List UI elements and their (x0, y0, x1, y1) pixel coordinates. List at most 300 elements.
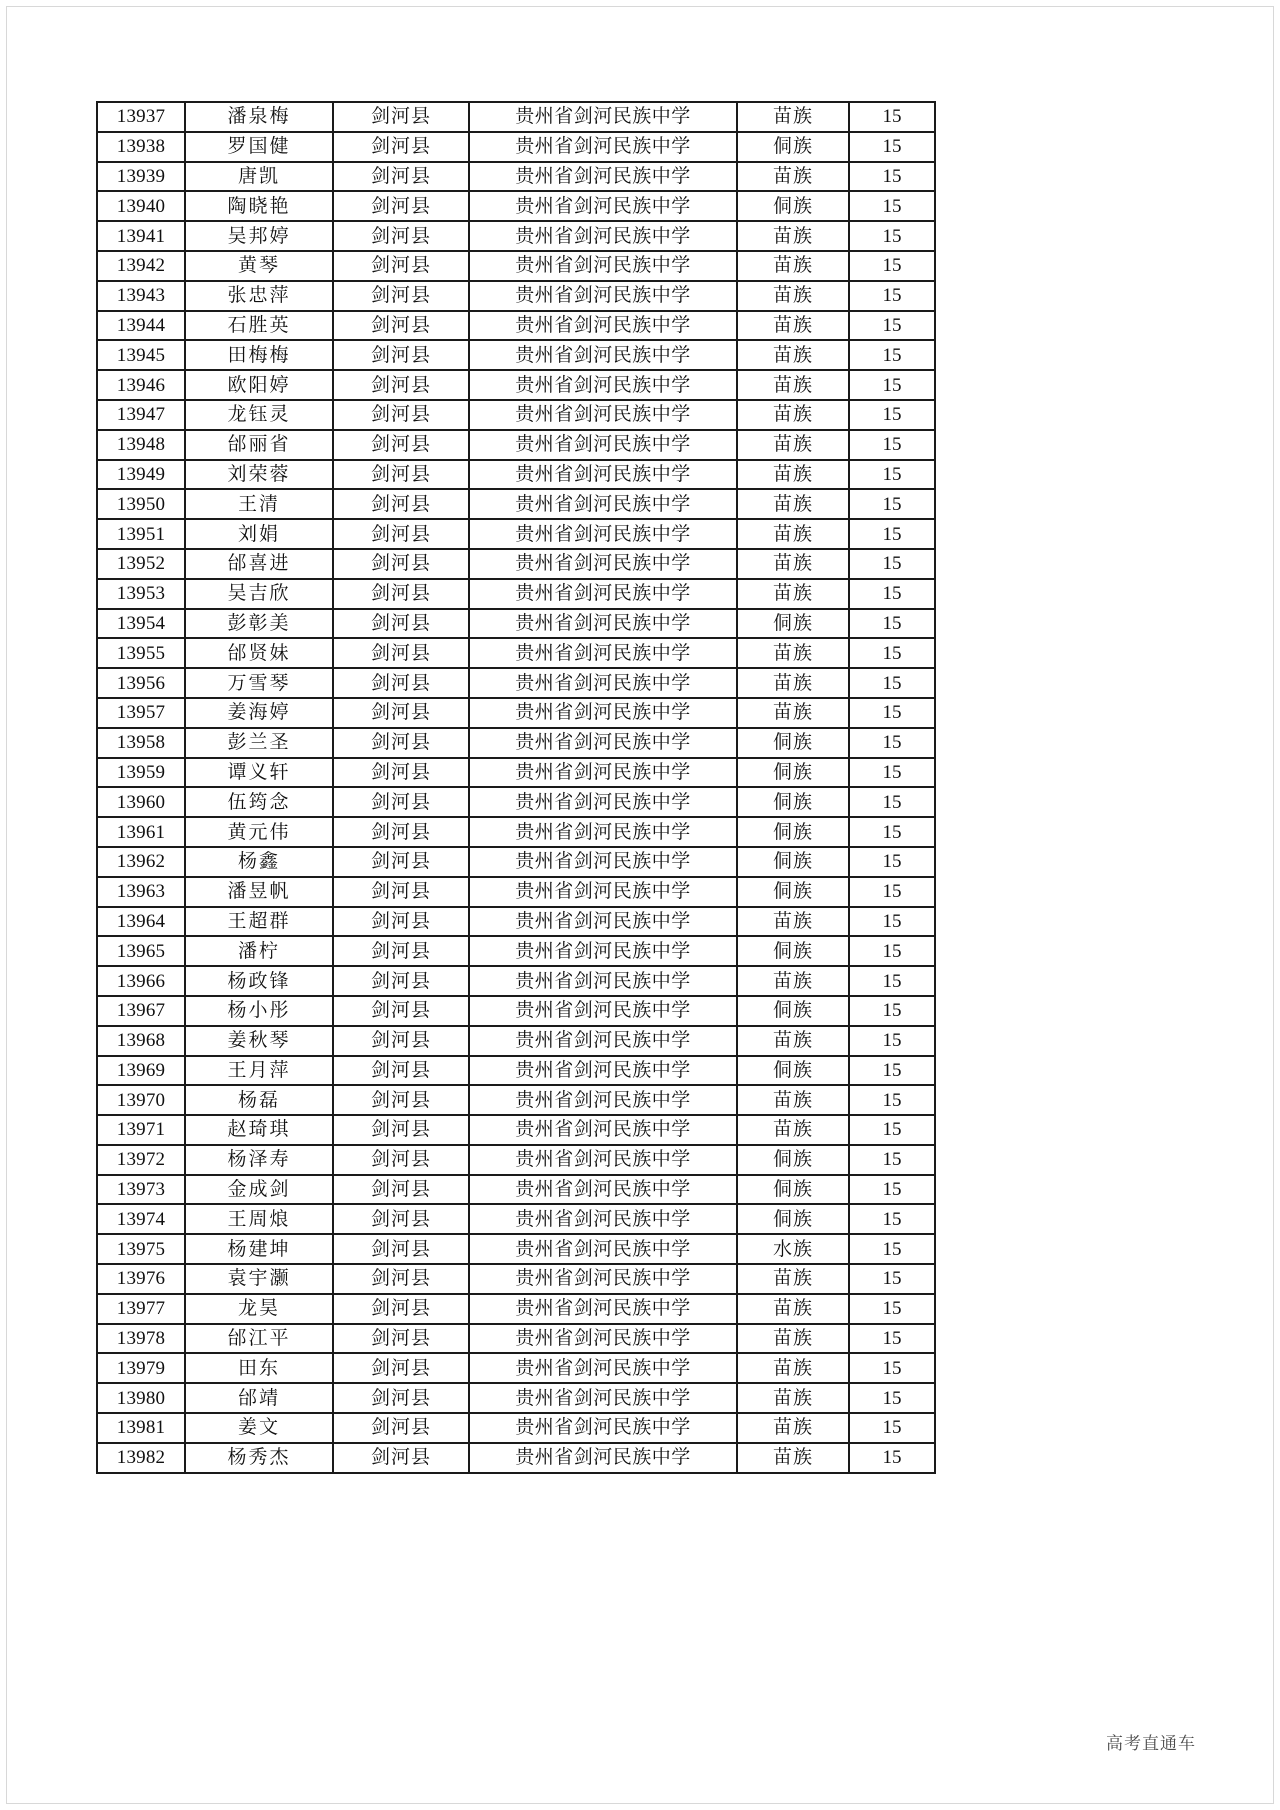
cell-bonus-points: 15 (849, 162, 935, 192)
cell-bonus-points: 15 (849, 728, 935, 758)
table-row (97, 609, 935, 639)
cell-student-name: 陶晓艳 (185, 191, 333, 221)
table-row (97, 758, 935, 788)
cell-serial-number: 13979 (97, 1353, 185, 1383)
cell-student-name: 万雪琴 (185, 668, 333, 698)
cell-bonus-points: 15 (849, 638, 935, 668)
table-row (97, 1324, 935, 1354)
cell-school: 贵州省剑河民族中学 (469, 1413, 737, 1443)
cell-school: 贵州省剑河民族中学 (469, 1026, 737, 1056)
cell-student-name: 石胜英 (185, 311, 333, 341)
table-row (97, 847, 935, 877)
cell-serial-number: 13939 (97, 162, 185, 192)
cell-bonus-points: 15 (849, 460, 935, 490)
cell-bonus-points: 15 (849, 549, 935, 579)
cell-school: 贵州省剑河民族中学 (469, 996, 737, 1026)
cell-school: 贵州省剑河民族中学 (469, 489, 737, 519)
cell-county: 剑河县 (333, 132, 469, 162)
cell-student-name: 邰喜进 (185, 549, 333, 579)
cell-county: 剑河县 (333, 1145, 469, 1175)
cell-serial-number: 13965 (97, 936, 185, 966)
cell-ethnicity: 侗族 (737, 1204, 849, 1234)
cell-serial-number: 13981 (97, 1413, 185, 1443)
cell-bonus-points: 15 (849, 966, 935, 996)
cell-county: 剑河县 (333, 907, 469, 937)
table-row (97, 1413, 935, 1443)
cell-serial-number: 13941 (97, 221, 185, 251)
cell-bonus-points: 15 (849, 847, 935, 877)
cell-school: 贵州省剑河民族中学 (469, 102, 737, 132)
table-row (97, 728, 935, 758)
cell-bonus-points: 15 (849, 817, 935, 847)
cell-serial-number: 13956 (97, 668, 185, 698)
cell-county: 剑河县 (333, 668, 469, 698)
table-row (97, 1175, 935, 1205)
cell-serial-number: 13972 (97, 1145, 185, 1175)
cell-ethnicity: 苗族 (737, 311, 849, 341)
cell-county: 剑河县 (333, 400, 469, 430)
cell-ethnicity: 苗族 (737, 281, 849, 311)
cell-serial-number: 13974 (97, 1204, 185, 1234)
cell-student-name: 杨小彤 (185, 996, 333, 1026)
cell-bonus-points: 15 (849, 1204, 935, 1234)
cell-student-name: 龙昊 (185, 1294, 333, 1324)
cell-school: 贵州省剑河民族中学 (469, 847, 737, 877)
cell-student-name: 唐凯 (185, 162, 333, 192)
cell-ethnicity: 苗族 (737, 966, 849, 996)
cell-county: 剑河县 (333, 311, 469, 341)
cell-school: 贵州省剑河民族中学 (469, 251, 737, 281)
cell-bonus-points: 15 (849, 430, 935, 460)
cell-bonus-points: 15 (849, 996, 935, 1026)
cell-ethnicity: 苗族 (737, 102, 849, 132)
cell-student-name: 杨秀杰 (185, 1443, 333, 1473)
cell-student-name: 杨泽寿 (185, 1145, 333, 1175)
cell-bonus-points: 15 (849, 1294, 935, 1324)
cell-ethnicity: 苗族 (737, 1085, 849, 1115)
cell-serial-number: 13967 (97, 996, 185, 1026)
cell-bonus-points: 15 (849, 609, 935, 639)
table-row (97, 1234, 935, 1264)
cell-ethnicity: 苗族 (737, 340, 849, 370)
cell-serial-number: 13952 (97, 549, 185, 579)
cell-county: 剑河县 (333, 102, 469, 132)
cell-school: 贵州省剑河民族中学 (469, 609, 737, 639)
cell-student-name: 潘柠 (185, 936, 333, 966)
cell-school: 贵州省剑河民族中学 (469, 728, 737, 758)
cell-ethnicity: 侗族 (737, 996, 849, 1026)
cell-serial-number: 13969 (97, 1056, 185, 1086)
cell-student-name: 王清 (185, 489, 333, 519)
cell-serial-number: 13958 (97, 728, 185, 758)
cell-student-name: 罗国健 (185, 132, 333, 162)
cell-student-name: 伍筠念 (185, 787, 333, 817)
cell-school: 贵州省剑河民族中学 (469, 817, 737, 847)
table-row (97, 817, 935, 847)
cell-serial-number: 13943 (97, 281, 185, 311)
cell-ethnicity: 侗族 (737, 132, 849, 162)
table-row (97, 400, 935, 430)
cell-school: 贵州省剑河民族中学 (469, 698, 737, 728)
cell-serial-number: 13940 (97, 191, 185, 221)
cell-serial-number: 13978 (97, 1324, 185, 1354)
cell-bonus-points: 15 (849, 936, 935, 966)
cell-serial-number: 13980 (97, 1383, 185, 1413)
table-row (97, 132, 935, 162)
cell-county: 剑河县 (333, 1115, 469, 1145)
cell-school: 贵州省剑河民族中学 (469, 430, 737, 460)
cell-serial-number: 13942 (97, 251, 185, 281)
table-row (97, 1294, 935, 1324)
cell-ethnicity: 苗族 (737, 1264, 849, 1294)
cell-school: 贵州省剑河民族中学 (469, 162, 737, 192)
cell-serial-number: 13964 (97, 907, 185, 937)
cell-school: 贵州省剑河民族中学 (469, 787, 737, 817)
table-row (97, 1085, 935, 1115)
cell-county: 剑河县 (333, 1056, 469, 1086)
cell-ethnicity: 侗族 (737, 1175, 849, 1205)
cell-student-name: 彭彰美 (185, 609, 333, 639)
roster-table (96, 101, 936, 1474)
table-row (97, 698, 935, 728)
cell-serial-number: 13968 (97, 1026, 185, 1056)
table-row (97, 1204, 935, 1234)
table-row (97, 1353, 935, 1383)
cell-ethnicity: 侗族 (737, 191, 849, 221)
cell-ethnicity: 苗族 (737, 370, 849, 400)
table-row (97, 877, 935, 907)
cell-student-name: 刘娟 (185, 519, 333, 549)
table-row (97, 1026, 935, 1056)
cell-student-name: 杨磊 (185, 1085, 333, 1115)
cell-school: 贵州省剑河民族中学 (469, 1056, 737, 1086)
cell-bonus-points: 15 (849, 1443, 935, 1473)
cell-student-name: 金成剑 (185, 1175, 333, 1205)
cell-school: 贵州省剑河民族中学 (469, 1234, 737, 1264)
cell-school: 贵州省剑河民族中学 (469, 370, 737, 400)
cell-county: 剑河县 (333, 281, 469, 311)
cell-student-name: 黄元伟 (185, 817, 333, 847)
cell-school: 贵州省剑河民族中学 (469, 1324, 737, 1354)
cell-student-name: 欧阳婷 (185, 370, 333, 400)
cell-county: 剑河县 (333, 609, 469, 639)
cell-county: 剑河县 (333, 1234, 469, 1264)
table-row (97, 1264, 935, 1294)
cell-bonus-points: 15 (849, 1175, 935, 1205)
cell-school: 贵州省剑河民族中学 (469, 1204, 737, 1234)
cell-student-name: 潘昱帆 (185, 877, 333, 907)
cell-student-name: 田东 (185, 1353, 333, 1383)
cell-county: 剑河县 (333, 728, 469, 758)
cell-county: 剑河县 (333, 549, 469, 579)
cell-school: 贵州省剑河民族中学 (469, 1383, 737, 1413)
cell-ethnicity: 苗族 (737, 460, 849, 490)
cell-serial-number: 13975 (97, 1234, 185, 1264)
cell-serial-number: 13946 (97, 370, 185, 400)
cell-ethnicity: 苗族 (737, 251, 849, 281)
cell-school: 贵州省剑河民族中学 (469, 1294, 737, 1324)
table-row (97, 251, 935, 281)
cell-bonus-points: 15 (849, 191, 935, 221)
table-row (97, 1383, 935, 1413)
cell-county: 剑河县 (333, 162, 469, 192)
cell-bonus-points: 15 (849, 1264, 935, 1294)
cell-school: 贵州省剑河民族中学 (469, 1115, 737, 1145)
table-row (97, 966, 935, 996)
cell-bonus-points: 15 (849, 102, 935, 132)
cell-student-name: 杨鑫 (185, 847, 333, 877)
cell-ethnicity: 苗族 (737, 1353, 849, 1383)
table-row (97, 936, 935, 966)
cell-student-name: 赵琦琪 (185, 1115, 333, 1145)
cell-student-name: 邰江平 (185, 1324, 333, 1354)
cell-bonus-points: 15 (849, 668, 935, 698)
cell-serial-number: 13948 (97, 430, 185, 460)
cell-serial-number: 13959 (97, 758, 185, 788)
cell-bonus-points: 15 (849, 311, 935, 341)
table-row (97, 102, 935, 132)
cell-ethnicity: 苗族 (737, 638, 849, 668)
cell-serial-number: 13963 (97, 877, 185, 907)
table-row (97, 311, 935, 341)
cell-ethnicity: 苗族 (737, 221, 849, 251)
cell-county: 剑河县 (333, 460, 469, 490)
cell-ethnicity: 侗族 (737, 847, 849, 877)
table-row (97, 370, 935, 400)
table-row (97, 221, 935, 251)
cell-student-name: 邰贤妹 (185, 638, 333, 668)
cell-county: 剑河县 (333, 251, 469, 281)
cell-county: 剑河县 (333, 1294, 469, 1324)
cell-school: 贵州省剑河民族中学 (469, 132, 737, 162)
cell-county: 剑河县 (333, 1026, 469, 1056)
cell-ethnicity: 苗族 (737, 519, 849, 549)
cell-bonus-points: 15 (849, 132, 935, 162)
cell-county: 剑河县 (333, 519, 469, 549)
cell-serial-number: 13961 (97, 817, 185, 847)
cell-student-name: 王超群 (185, 907, 333, 937)
cell-serial-number: 13955 (97, 638, 185, 668)
cell-ethnicity: 侗族 (737, 1056, 849, 1086)
cell-bonus-points: 15 (849, 787, 935, 817)
cell-county: 剑河县 (333, 877, 469, 907)
cell-student-name: 杨建坤 (185, 1234, 333, 1264)
cell-ethnicity: 苗族 (737, 400, 849, 430)
cell-school: 贵州省剑河民族中学 (469, 311, 737, 341)
cell-ethnicity: 苗族 (737, 1443, 849, 1473)
cell-ethnicity: 侗族 (737, 817, 849, 847)
page-watermark: 高考直通车 (1106, 1734, 1196, 1754)
cell-student-name: 彭兰圣 (185, 728, 333, 758)
cell-ethnicity: 苗族 (737, 1324, 849, 1354)
cell-ethnicity: 侗族 (737, 787, 849, 817)
cell-county: 剑河县 (333, 1204, 469, 1234)
table-row (97, 340, 935, 370)
cell-county: 剑河县 (333, 638, 469, 668)
table-row (97, 907, 935, 937)
cell-bonus-points: 15 (849, 251, 935, 281)
cell-school: 贵州省剑河民族中学 (469, 758, 737, 788)
cell-school: 贵州省剑河民族中学 (469, 1353, 737, 1383)
cell-county: 剑河县 (333, 936, 469, 966)
cell-serial-number: 13938 (97, 132, 185, 162)
cell-bonus-points: 15 (849, 758, 935, 788)
table-row (97, 460, 935, 490)
cell-school: 贵州省剑河民族中学 (469, 340, 737, 370)
cell-county: 剑河县 (333, 489, 469, 519)
table-row (97, 549, 935, 579)
cell-student-name: 张忠萍 (185, 281, 333, 311)
cell-bonus-points: 15 (849, 907, 935, 937)
cell-ethnicity: 苗族 (737, 1026, 849, 1056)
cell-school: 贵州省剑河民族中学 (469, 400, 737, 430)
cell-county: 剑河县 (333, 1324, 469, 1354)
cell-bonus-points: 15 (849, 1115, 935, 1145)
cell-ethnicity: 苗族 (737, 1115, 849, 1145)
cell-ethnicity: 苗族 (737, 430, 849, 460)
cell-county: 剑河县 (333, 966, 469, 996)
cell-serial-number: 13966 (97, 966, 185, 996)
cell-county: 剑河县 (333, 1443, 469, 1473)
cell-county: 剑河县 (333, 1383, 469, 1413)
cell-county: 剑河县 (333, 787, 469, 817)
cell-school: 贵州省剑河民族中学 (469, 877, 737, 907)
cell-student-name: 王周烺 (185, 1204, 333, 1234)
cell-bonus-points: 15 (849, 1026, 935, 1056)
cell-serial-number: 13950 (97, 489, 185, 519)
cell-school: 贵州省剑河民族中学 (469, 460, 737, 490)
cell-student-name: 邰丽省 (185, 430, 333, 460)
cell-county: 剑河县 (333, 1413, 469, 1443)
cell-ethnicity: 苗族 (737, 489, 849, 519)
cell-ethnicity: 侗族 (737, 728, 849, 758)
cell-bonus-points: 15 (849, 400, 935, 430)
table-row (97, 668, 935, 698)
table-row (97, 1145, 935, 1175)
cell-serial-number: 13947 (97, 400, 185, 430)
cell-school: 贵州省剑河民族中学 (469, 668, 737, 698)
cell-student-name: 姜海婷 (185, 698, 333, 728)
cell-county: 剑河县 (333, 340, 469, 370)
cell-county: 剑河县 (333, 847, 469, 877)
table-row (97, 787, 935, 817)
table-row (97, 519, 935, 549)
cell-serial-number: 13977 (97, 1294, 185, 1324)
cell-serial-number: 13962 (97, 847, 185, 877)
cell-ethnicity: 水族 (737, 1234, 849, 1264)
table-row (97, 281, 935, 311)
cell-student-name: 吴邦婷 (185, 221, 333, 251)
cell-bonus-points: 15 (849, 698, 935, 728)
cell-ethnicity: 侗族 (737, 877, 849, 907)
cell-school: 贵州省剑河民族中学 (469, 1443, 737, 1473)
cell-county: 剑河县 (333, 1264, 469, 1294)
cell-serial-number: 13960 (97, 787, 185, 817)
cell-county: 剑河县 (333, 758, 469, 788)
cell-serial-number: 13982 (97, 1443, 185, 1473)
cell-county: 剑河县 (333, 698, 469, 728)
cell-bonus-points: 15 (849, 281, 935, 311)
cell-school: 贵州省剑河民族中学 (469, 1175, 737, 1205)
cell-county: 剑河县 (333, 579, 469, 609)
cell-school: 贵州省剑河民族中学 (469, 579, 737, 609)
cell-ethnicity: 侗族 (737, 758, 849, 788)
cell-ethnicity: 侗族 (737, 936, 849, 966)
table-row (97, 191, 935, 221)
cell-bonus-points: 15 (849, 1324, 935, 1354)
cell-student-name: 潘泉梅 (185, 102, 333, 132)
cell-student-name: 谭义轩 (185, 758, 333, 788)
cell-school: 贵州省剑河民族中学 (469, 1145, 737, 1175)
cell-county: 剑河县 (333, 1353, 469, 1383)
cell-student-name: 黄琴 (185, 251, 333, 281)
table-row (97, 1115, 935, 1145)
cell-county: 剑河县 (333, 1175, 469, 1205)
cell-bonus-points: 15 (849, 1056, 935, 1086)
cell-student-name: 刘荣蓉 (185, 460, 333, 490)
cell-school: 贵州省剑河民族中学 (469, 1085, 737, 1115)
cell-ethnicity: 苗族 (737, 1413, 849, 1443)
cell-serial-number: 13976 (97, 1264, 185, 1294)
table-row (97, 430, 935, 460)
cell-serial-number: 13957 (97, 698, 185, 728)
roster-table-body (97, 102, 935, 1473)
cell-student-name: 姜文 (185, 1413, 333, 1443)
table-row (97, 1443, 935, 1473)
cell-school: 贵州省剑河民族中学 (469, 519, 737, 549)
cell-student-name: 田梅梅 (185, 340, 333, 370)
cell-serial-number: 13971 (97, 1115, 185, 1145)
cell-bonus-points: 15 (849, 221, 935, 251)
cell-school: 贵州省剑河民族中学 (469, 191, 737, 221)
cell-school: 贵州省剑河民族中学 (469, 1264, 737, 1294)
cell-county: 剑河县 (333, 996, 469, 1026)
cell-ethnicity: 侗族 (737, 1145, 849, 1175)
cell-ethnicity: 苗族 (737, 1383, 849, 1413)
cell-serial-number: 13937 (97, 102, 185, 132)
cell-county: 剑河县 (333, 191, 469, 221)
cell-serial-number: 13953 (97, 579, 185, 609)
cell-school: 贵州省剑河民族中学 (469, 221, 737, 251)
cell-bonus-points: 15 (849, 1234, 935, 1264)
table-row (97, 579, 935, 609)
cell-county: 剑河县 (333, 370, 469, 400)
cell-bonus-points: 15 (849, 340, 935, 370)
cell-bonus-points: 15 (849, 1085, 935, 1115)
cell-school: 贵州省剑河民族中学 (469, 966, 737, 996)
cell-ethnicity: 苗族 (737, 1294, 849, 1324)
cell-school: 贵州省剑河民族中学 (469, 907, 737, 937)
cell-school: 贵州省剑河民族中学 (469, 281, 737, 311)
cell-student-name: 袁宇灏 (185, 1264, 333, 1294)
cell-ethnicity: 苗族 (737, 698, 849, 728)
cell-ethnicity: 苗族 (737, 162, 849, 192)
table-row (97, 996, 935, 1026)
cell-ethnicity: 苗族 (737, 907, 849, 937)
cell-ethnicity: 侗族 (737, 609, 849, 639)
cell-student-name: 姜秋琴 (185, 1026, 333, 1056)
cell-ethnicity: 苗族 (737, 579, 849, 609)
cell-serial-number: 13949 (97, 460, 185, 490)
cell-bonus-points: 15 (849, 579, 935, 609)
cell-student-name: 吴吉欣 (185, 579, 333, 609)
cell-school: 贵州省剑河民族中学 (469, 549, 737, 579)
cell-county: 剑河县 (333, 817, 469, 847)
cell-ethnicity: 苗族 (737, 668, 849, 698)
cell-school: 贵州省剑河民族中学 (469, 638, 737, 668)
cell-bonus-points: 15 (849, 1383, 935, 1413)
table-row (97, 489, 935, 519)
